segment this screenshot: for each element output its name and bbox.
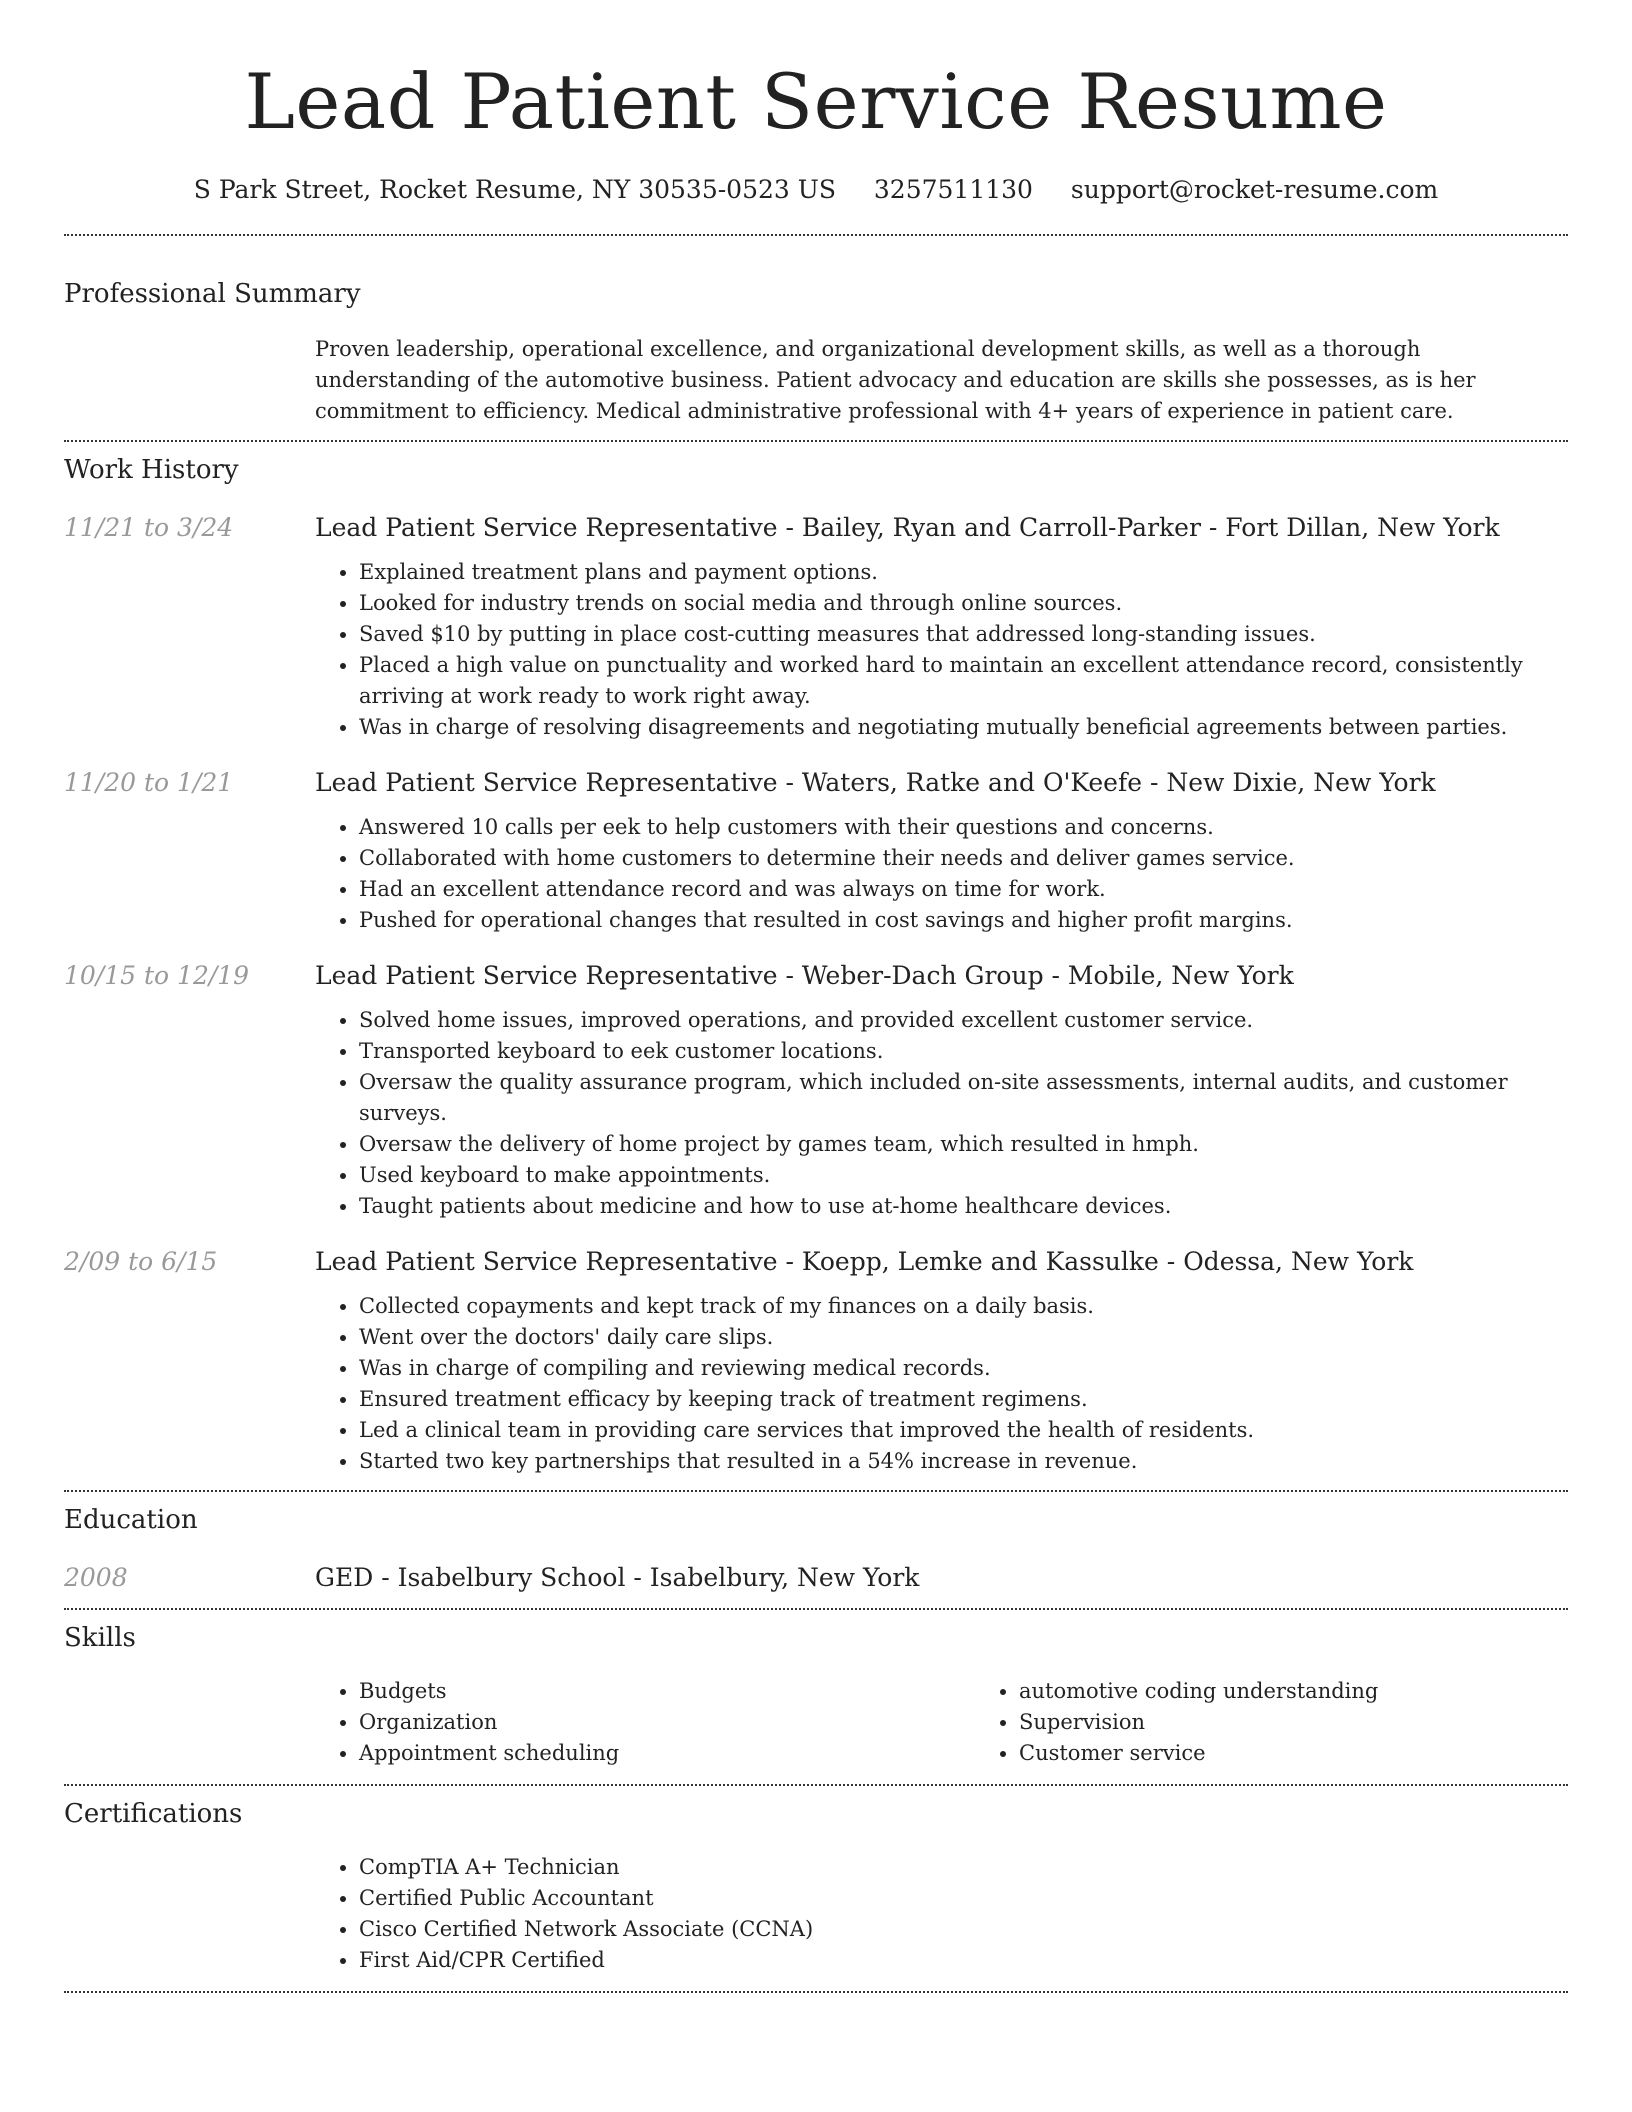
list-item: • Taught patients about medicine and how to use at-home healthcare devices. xyxy=(359,1191,1568,1222)
education-detail: GED - Isabelbury School - Isabelbury, New York xyxy=(315,1563,920,1592)
skills-list-right xyxy=(975,1676,1632,1769)
list-item: • Solved home issues, improved operations, and provided excellent customer service. xyxy=(359,1005,1568,1036)
list-item: • Certified Public Accountant xyxy=(359,1883,1568,1914)
list-item: • Transported keyboard to eek customer locations. xyxy=(359,1036,1568,1067)
list-item: • Budgets xyxy=(359,1676,975,1707)
certifications-list xyxy=(315,1852,1568,1976)
job-bullets xyxy=(315,557,1568,743)
job-entry xyxy=(64,1244,1568,1477)
summary-section xyxy=(64,276,1568,427)
list-item: • Saved $10 by putting in place cost-cutting measures that addressed long-standing issues. xyxy=(359,619,1568,650)
job-title: Lead Patient Service Representative - Waters, Ratke and O'Keefe - New Dixie, New York xyxy=(315,768,1436,797)
contact-address: S Park Street, Rocket Resume, NY 30535-0523 US xyxy=(193,175,836,204)
job-dates: 2/09 to 6/15 xyxy=(64,1247,218,1276)
certifications-section xyxy=(64,1796,1568,1976)
job-entry xyxy=(64,510,1568,743)
list-item: • CompTIA A+ Technician xyxy=(359,1852,1568,1883)
list-item: • Was in charge of compiling and reviewing medical records. xyxy=(359,1353,1568,1384)
divider xyxy=(64,440,1568,442)
list-item: • Collected copayments and kept track of my finances on a daily basis. xyxy=(359,1291,1568,1322)
job-dates: 11/21 to 3/24 xyxy=(64,513,234,542)
job-bullets xyxy=(315,1291,1568,1477)
list-item: • Organization xyxy=(359,1707,975,1738)
section-heading: Education xyxy=(64,1505,198,1535)
list-item: • Placed a high value on punctuality and worked hard to maintain an excellent attendance record, consistently arriving at work ready to work right away. xyxy=(359,650,1568,712)
section-heading: Certifications xyxy=(64,1799,243,1829)
skills-section xyxy=(64,1620,1568,1769)
skills-list-left xyxy=(315,1676,975,1769)
divider xyxy=(64,1784,1568,1786)
list-item: • Supervision xyxy=(1019,1707,1632,1738)
job-bullets xyxy=(315,1005,1568,1222)
list-item: • Was in charge of resolving disagreements and negotiating mutually beneficial agreements between parties. xyxy=(359,712,1568,743)
education-entry xyxy=(64,1560,1568,1596)
list-item: • automotive coding understanding xyxy=(1019,1676,1632,1707)
list-item: • Oversaw the delivery of home project by games team, which resulted in hmph. xyxy=(359,1129,1568,1160)
list-item: • Collaborated with home customers to determine their needs and deliver games service. xyxy=(359,843,1568,874)
section-heading: Skills xyxy=(64,1623,136,1653)
contact-phone: 3257511130 xyxy=(873,175,1033,204)
section-heading: Work History xyxy=(64,455,239,485)
divider xyxy=(64,1490,1568,1492)
education-year: 2008 xyxy=(64,1563,128,1592)
resume-title: Lead Patient Service Resume xyxy=(244,57,1388,146)
job-dates: 10/15 to 12/19 xyxy=(64,961,250,990)
list-item: • Customer service xyxy=(1019,1738,1632,1769)
list-item: • Pushed for operational changes that resulted in cost savings and higher profit margins. xyxy=(359,905,1568,936)
job-entry xyxy=(64,958,1568,1222)
list-item: • Led a clinical team in providing care services that improved the health of residents. xyxy=(359,1415,1568,1446)
divider xyxy=(64,1608,1568,1610)
list-item: • Started two key partnerships that resulted in a 54% increase in revenue. xyxy=(359,1446,1568,1477)
list-item: • Explained treatment plans and payment options. xyxy=(359,557,1568,588)
section-heading: Professional Summary xyxy=(64,279,361,309)
list-item: • Had an excellent attendance record and was always on time for work. xyxy=(359,874,1568,905)
list-item: • Oversaw the quality assurance program, which included on-site assessments, internal audits, and customer surveys. xyxy=(359,1067,1568,1129)
list-item: • Looked for industry trends on social media and through online sources. xyxy=(359,588,1568,619)
list-item: • Went over the doctors' daily care slips. xyxy=(359,1322,1568,1353)
list-item: • Appointment scheduling xyxy=(359,1738,975,1769)
contact-line xyxy=(64,172,1568,208)
job-title: Lead Patient Service Representative - Weber-Dach Group - Mobile, New York xyxy=(315,961,1294,990)
job-bullets xyxy=(315,812,1568,936)
list-item: • Used keyboard to make appointments. xyxy=(359,1160,1568,1191)
job-entry xyxy=(64,765,1568,936)
divider xyxy=(64,234,1568,236)
divider xyxy=(64,1991,1568,1993)
job-dates: 11/20 to 1/21 xyxy=(64,768,234,797)
job-title: Lead Patient Service Representative - Koepp, Lemke and Kassulke - Odessa, New York xyxy=(315,1247,1414,1276)
list-item: • Answered 10 calls per eek to help customers with their questions and concerns. xyxy=(359,812,1568,843)
summary-text: Proven leadership, operational excellence, and organizational development skills, as well as a thorough understanding of the automotive business. Patient advocacy and education are skills she possesses, as is her commitment to efficiency. Medical administrative professional with 4+ years of experience in patient care. xyxy=(315,337,1476,423)
list-item: • Ensured treatment efficacy by keeping track of treatment regimens. xyxy=(359,1384,1568,1415)
contact-email: support@rocket-resume.com xyxy=(1070,175,1439,204)
list-item: • Cisco Certified Network Associate (CCNA) xyxy=(359,1914,1568,1945)
work-history-section xyxy=(64,452,1568,1477)
education-section xyxy=(64,1502,1568,1596)
list-item: • First Aid/CPR Certified xyxy=(359,1945,1568,1976)
job-title: Lead Patient Service Representative - Bailey, Ryan and Carroll-Parker - Fort Dillan, New York xyxy=(315,513,1500,542)
